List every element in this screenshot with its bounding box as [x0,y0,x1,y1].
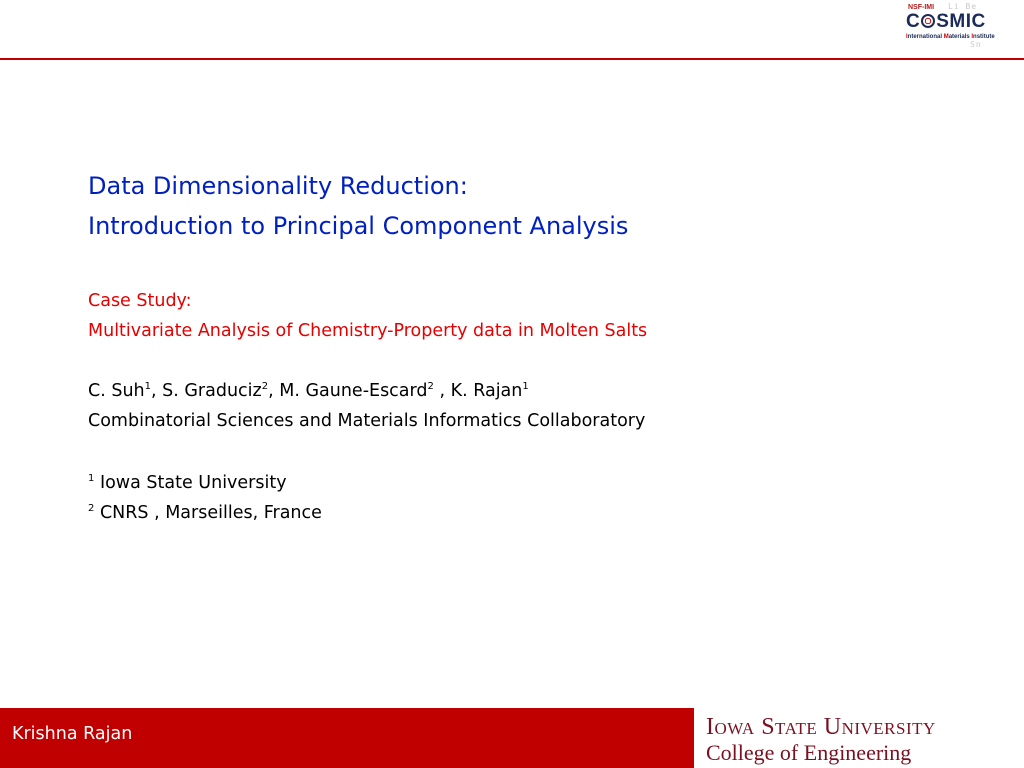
author-list [88,376,988,406]
logo-wordmark [906,11,986,33]
logo-sub-part: aterials [948,34,972,40]
isu-logo [694,708,1024,768]
affiliation-2 [88,498,988,528]
logo-sub-part: nternational [907,34,944,40]
slide-content [88,166,988,528]
logo-sub-part: nstitute [973,34,995,40]
author-name: , S. Graduciz [151,381,262,401]
affiliation-marker: 2 [88,503,95,514]
logo-word-right: SMIC [936,11,986,32]
case-study-subtitle: Multivariate Analysis of Chemistry-Property data in Molten Salts [88,321,648,341]
affiliation-1 [88,468,988,498]
author-name: , K. Rajan [433,381,523,401]
logo-sub-initial: M [943,34,949,40]
slide-title-line-2: Introduction to Principal Component Analysis [88,212,629,240]
author-name: , M. Gaune-Escard [268,381,428,401]
affiliation-marker: 1 [88,473,95,484]
globe-icon [921,14,935,28]
logo-word-left: C [906,11,921,32]
presenter-name: Krishna Rajan [12,724,133,744]
affiliation-marker: 2 [427,381,434,392]
author-name: C. Suh [88,381,145,401]
college-name: College of Engineering [706,740,912,765]
research-group: Combinatorial Sciences and Materials Informatics Collaboratory [88,411,646,431]
affiliation-text: Iowa State University [94,473,287,493]
case-study-label: Case Study: [88,291,192,311]
logo-sub-initial: I [971,34,974,40]
affiliation-marker: 1 [144,381,152,392]
affiliation-text: CNRS , Marseilles, France [94,503,322,523]
header-divider [0,58,1024,60]
footer-bar [0,708,1024,768]
affiliation-marker: 1 [522,381,529,392]
slide-title-line-1: Data Dimensionality Reduction: [88,172,468,200]
affiliation-marker: 2 [261,381,269,392]
logo-sub-initial: I [906,34,908,40]
cosmic-logo [900,2,1018,56]
logo-periodic-pattern: Li Be [948,2,978,11]
logo-nsf-label: NSF-IMI [908,4,935,11]
logo-periodic-pattern: Sn [970,40,982,49]
logo-subtitle [906,34,995,40]
university-name: Iowa State University [706,714,936,740]
